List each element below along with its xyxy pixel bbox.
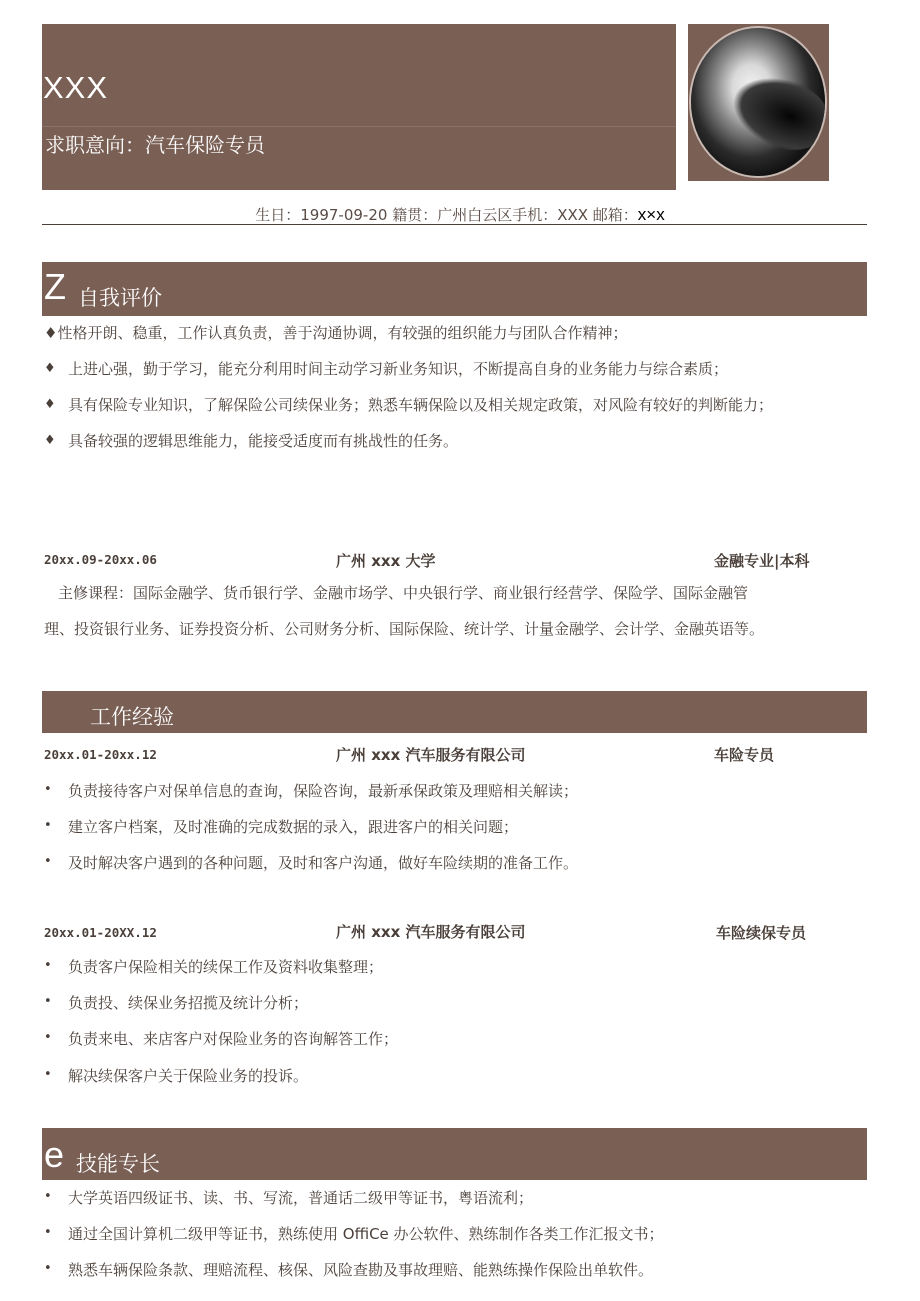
- job-duty: 及时解决客户遇到的各种问题，及时和客户沟通，做好车险续期的准备工作。: [68, 854, 579, 872]
- bullet-icon: •: [44, 782, 52, 797]
- work-header: [42, 691, 867, 733]
- bullet-icon: •: [44, 818, 52, 833]
- bullet-icon: •: [44, 1030, 52, 1045]
- self-eval-item: 上进心强，勤于学习，能充分利用时间主动学习新业务知识，不断提高自身的业务能力与综合素质；: [68, 360, 729, 378]
- edu-school: 广州 xxx 大学: [336, 552, 436, 570]
- job-duty: 负责来电、来店客户对保险业务的咨询解答工作；: [68, 1030, 399, 1048]
- job-role: 车险专员: [714, 746, 775, 764]
- job-duty: 负责投、续保业务招揽及统计分析；: [68, 994, 309, 1012]
- job-intent: 求职意向：汽车保险专员: [45, 133, 265, 157]
- bullet-icon: •: [44, 958, 52, 973]
- self-eval-item: 具有保险专业知识，了解保险公司续保业务；熟悉车辆保险以及相关规定政策，对风险有较好的判断能力；: [68, 396, 774, 414]
- job-company: 广州 xxx 汽车服务有限公司: [336, 746, 526, 764]
- edu-date: 20xx.09-20xx.06: [44, 552, 157, 567]
- skill-item: 大学英语四级证书、读、书、写流，普通话二级甲等证书，粤语流利；: [68, 1189, 534, 1207]
- email-value: x×x: [637, 205, 665, 224]
- bullet-icon: •: [44, 1225, 52, 1240]
- work-title: 工作经验: [90, 705, 174, 729]
- job-date: 20xx.01-20XX.12: [44, 925, 157, 940]
- self-eval-item: 具备较强的逻辑思维能力，能接受适度而有挑战性的任务。: [68, 432, 459, 450]
- job-role: 车险续保专员: [716, 924, 807, 942]
- edu-major: 金融专业|本科: [714, 552, 810, 570]
- banner-divider: [42, 126, 676, 127]
- info-divider: [42, 224, 867, 225]
- bullet-icon: ♦: [44, 433, 56, 448]
- skill-item: 通过全国计算机二级甲等证书，熟练使用 OffiCe 办公软件、熟练制作各类工作汇报文书；: [68, 1225, 664, 1243]
- bullet-icon: •: [44, 854, 52, 869]
- bullet-icon: •: [44, 1067, 52, 1082]
- job-duty: 负责客户保险相关的续保工作及资料收集整理；: [68, 958, 384, 976]
- skills-letter: e: [44, 1134, 65, 1175]
- skill-item: 熟悉车辆保险条款、理赔流程、核保、风险查勘及事故理赔、能熟练操作保险出单软件。: [68, 1261, 654, 1279]
- bullet-icon: ♦: [44, 361, 56, 376]
- job-duty: 解决续保客户关于保险业务的投诉。: [68, 1067, 309, 1085]
- bullet-icon: •: [44, 1189, 52, 1204]
- candidate-name: XXX: [43, 70, 109, 105]
- bullet-icon: •: [44, 1261, 52, 1276]
- job-duty: 负责接待客户对保单信息的查询，保险咨询，最新承保政策及理赔相关解读；: [68, 782, 579, 800]
- job-duty: 建立客户档案，及时准确的完成数据的录入，跟进客户的相关问题；: [68, 818, 519, 836]
- edu-courses-line2: 理、投资银行业务、证券投资分析、公司财务分析、国际保险、统计学、计量金融学、会计学、金融英语等。: [44, 620, 765, 638]
- bullet-icon: •: [44, 994, 52, 1009]
- bullet-icon: ♦: [44, 397, 56, 412]
- edu-courses-line1: 主修课程：国际金融学、货币银行学、金融市场学、中央银行学、商业银行经营学、保险学、国际金融管: [58, 584, 749, 602]
- profile-photo: [691, 28, 825, 176]
- self-eval-title: 自我评价: [78, 286, 162, 310]
- personal-info: [0, 204, 920, 225]
- skills-header: [42, 1128, 867, 1180]
- job-company: 广州 xxx 汽车服务有限公司: [336, 923, 526, 941]
- job-date: 20xx.01-20xx.12: [44, 747, 157, 762]
- self-eval-letter: Z: [44, 266, 66, 307]
- personal-info-text: 生日：1997-09-20 籍贯：广州白云区手机：XXX 邮箱：: [255, 206, 638, 224]
- profile-photo-frame: [688, 24, 829, 181]
- self-eval-header: [42, 262, 867, 316]
- self-eval-item: ♦性格开朗、稳重，工作认真负责，善于沟通协调，有较强的组织能力与团队合作精神；: [44, 324, 628, 342]
- skills-title: 技能专长: [76, 1152, 160, 1176]
- header-banner: [42, 24, 676, 190]
